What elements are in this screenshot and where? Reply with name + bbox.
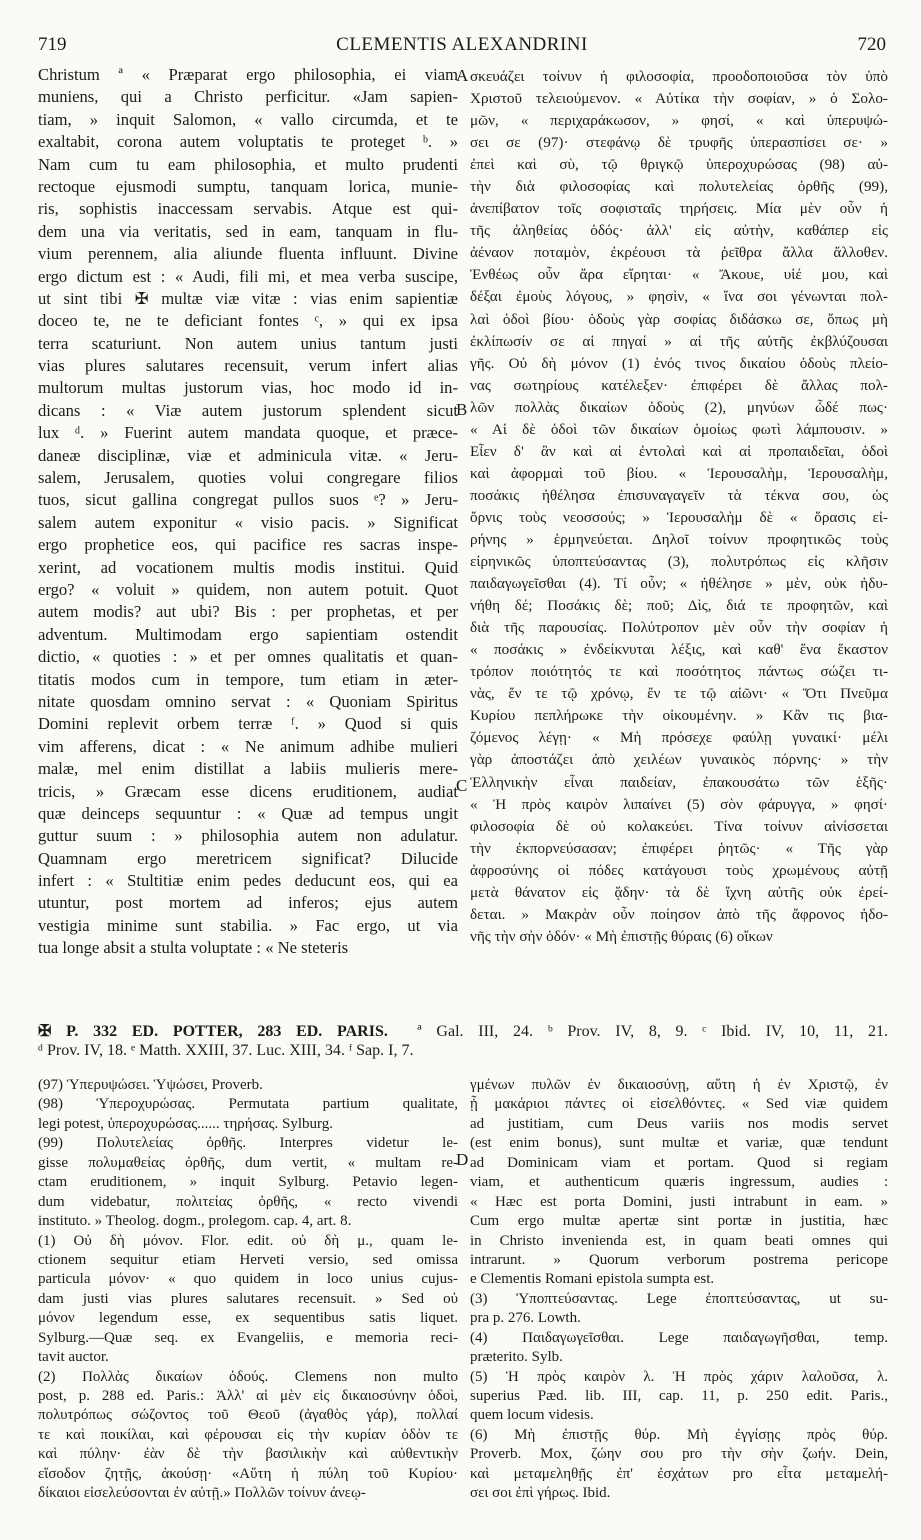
text-line: guttur suum : » philosophia autem non adulatur. — [38, 826, 458, 846]
text-line: μῶν, « περιχαράκωσον, » φησί, « καὶ ὑπερυψώ- — [470, 112, 888, 130]
text-line: νῆς τὴν σὴν ὁδόν· « Μὴ ἐπιστῇς θύραις (6) οἴκων — [470, 927, 773, 945]
text-line: γὰρ ἀποστάζει ἀπὸ χειλέων γυναικὸς πόρνης· » τὴν — [470, 751, 888, 769]
text-line: xerint, ad vocationem multis modis institui. Quid — [38, 557, 458, 577]
footnote-line: (98) Ὑπεροχυρώσας. Permutata partium qualitate, — [38, 1096, 458, 1113]
text-line: salem, Jerusalem, quoties volui congregare filios — [38, 468, 458, 488]
text-line: Christum ª « Præparat ergo philosophia, ei viam — [38, 65, 458, 84]
text-line: λῶν πολλὰς δικαίων ὁδοὺς (2), μηνύων ὧδέ πως· — [470, 398, 888, 416]
footnote-line: καὶ πύλην· ἐὰν δὲ τὴν βασιλικὴν καὶ αὐθεντικὴν — [38, 1446, 458, 1463]
text-line: νὰς, ἔν τε τῷ χρόνῳ, ἔν τε τῷ αἰῶνι· « Ὅτι Πνεῦμα — [470, 685, 888, 703]
page-header — [38, 34, 886, 56]
text-line: λαὶ ὁδοὶ βίου· ὁδοὺς γὰρ σοφίας διδάσκω σε, ὅπως μὴ — [470, 310, 888, 328]
text-line: σκευάζει τοίνυν ἡ φιλοσοφία, προοδοποιοῦσα τὸν ὑπὸ — [470, 68, 888, 85]
text-line: quæ deinceps sequuntur : « Quæ ad tempus ungit — [38, 803, 458, 823]
running-title: CLEMENTIS ALEXANDRINI — [336, 34, 588, 55]
text-line: vium perennem, alia aliunde fluenta influunt. Divine — [38, 244, 458, 264]
footnote-line: « Hæc est porta Domini, justi intrabunt in eam. » — [470, 1193, 888, 1210]
text-line: διὰ τῆς παρουσίας. Πολύτροπον μὲν οὖν τὴν σοφίαν ἡ — [470, 619, 888, 637]
scripture-references — [38, 1022, 888, 1060]
footnote-line: præterito. Sylb. — [470, 1349, 563, 1366]
text-line: tuos, sicut gallina congregat pullos suos ᵉ? » Jeru- — [38, 490, 458, 510]
footnote-line: σει σοι ἐπὶ γήρως. Ibid. — [470, 1485, 611, 1502]
text-line: ποσάκις ἠθέλησα ἐπισυναγαγεῖν τὰ τέκνα σου, ὡς — [470, 486, 888, 504]
text-line: lux ᵈ. » Fuerint autem mandata quoque, et præce- — [38, 423, 458, 443]
text-line: ris, sophistis inaccessam servabis. Atque est qui- — [38, 199, 458, 219]
footnote-line: (1) Οὐ δὴ μόνον. Flor. edit. οὐ δὴ μ., quam le- — [38, 1232, 458, 1249]
greek-column — [470, 66, 888, 948]
text-line: τὴν ἐκπορνεύσασαν; ἐπιφέρει ῥητῶς· « Τῆς γὰρ — [470, 839, 888, 857]
edition-reference: ✠ P. 332 ED. POTTER, 283 ED. PARIS. — [38, 1023, 388, 1040]
text-line: multorum multas justorum vias, hoc modo id in- — [38, 378, 458, 398]
text-line: rectoque ejusmodi sumptu, tanquam lorica, munie- — [38, 176, 458, 196]
footnote-line: πολυτρόπως σώζοντος τοῦ Θεοῦ (ἀγαθὸς γάρ), πολλαί — [38, 1407, 458, 1424]
text-line: τῆς ἀληθείας ὁδός· ἀλλ' εἰς αὐτὴν, καθάπερ εἰς — [470, 222, 888, 240]
footnote-line: ad justitiam, cum Deus variis nos modis servet — [470, 1115, 888, 1132]
footnote-line: γμένων πυλῶν ἐν δικαιοσύνῃ, αὕτη ἡ ἐν Χριστῷ, ἐν — [470, 1077, 888, 1093]
text-line: adventum. Multimodam ergo sapientiam ostendit — [38, 624, 458, 644]
footnote-line: dum videbatur, πολιτείας ὀρθῆς, « recto vivendi — [38, 1193, 458, 1210]
text-line: terra scaturiunt. Non autem unius tantum justi — [38, 333, 458, 353]
text-line: tiam, » inquit Salomon, « vallo circumda, et te — [38, 109, 458, 129]
text-line: daneæ disciplinæ, viæ et adminicula vitæ. « Jeru- — [38, 445, 458, 465]
text-line: ἀνεπίβατον τοῖς σοφισταῖς τηρήσεις. Μία μὲν οὖν ἡ — [470, 200, 888, 218]
margin-marker-a: A — [456, 66, 469, 85]
footnote-line: (6) Μὴ ἐπιστῇς θύρ. Μὴ ἐγγίσῃς πρὸς θύρ. — [470, 1426, 888, 1443]
footnote-line: pra p. 276. Lowth. — [470, 1310, 581, 1327]
text-line: τρόπον ποιότητός τε καὶ ποσότητος πάντως σώζει τι- — [470, 663, 888, 681]
text-line: παιδαγωγεῖσθαι (4). Τί οὖν; « ἠθέλησε » μὲν, οὐκ ἠδυ- — [470, 575, 888, 593]
text-line: dictio, « quoties : » et per omnes qualitatis et quan- — [38, 647, 458, 667]
text-line: ὄρνις τοὺς νεοσσούς; » Ἱερουσαλὴμ δὲ « ὅρασις εἰ- — [470, 508, 888, 526]
page-number-left: 719 — [38, 34, 67, 55]
text-line: γῆς. Οὐ δὴ μόνον (1) ἑνός τινος δικαίου ὁδοὺς πλείο- — [470, 354, 888, 372]
footnote-line: tavit auctor. — [38, 1349, 109, 1366]
text-line: ergo? « voluit » quidem, non autem potuit. Quot — [38, 579, 458, 599]
footnote-line: post, p. 288 ed. Paris.: Ἀλλ' αἱ μὲν εἰς δικαιοσύνην ὁδοὶ, — [38, 1388, 458, 1404]
margin-marker-d: D — [456, 1150, 469, 1169]
text-line: « ποσάκις » ἐνδείκνυται λέξις, καὶ καθ' ἕνα ἕκαστον — [470, 641, 888, 659]
text-line: vestigia minime sunt stabilia. » Fac ergo, ut via — [38, 915, 458, 935]
footnote-line: (99) Πολυτελείας ὀρθῆς. Interpres videtur le- — [38, 1135, 458, 1152]
footnote-line: ad Dominicam viam et portam. Quod si regiam — [470, 1154, 888, 1171]
footnote-line: in Christo invenienda est, in quam beati omnes qui — [470, 1232, 888, 1249]
text-line: ἐπεὶ καὶ σὺ, τῷ θριγκῷ ὑπεροχυρώσας (98) αὐ- — [470, 156, 888, 174]
text-line: infert : « Stultitiæ enim pedes deducunt eos, qui ea — [38, 871, 458, 891]
text-line: ergo prophetice eos, qui pacifice res sacras inspe- — [38, 535, 458, 555]
footnote-line: τε καὶ ποικίλαι, καὶ φέρουσαι εἰς τὴν κυρίαν ὁδὸν τε — [38, 1426, 458, 1443]
text-line: δέξαι ἐμοὺς λόγους, » φησὶν, « ἵνα σοι γένωνται πολ- — [470, 288, 888, 306]
text-line: Ἑλληνικὴν εἶναι παιδείαν, ἐπακουσάτω τῶν ἑξῆς· — [470, 773, 888, 791]
footnote-line: (est enim bonus), sunt multæ et variæ, quæ tendunt — [470, 1135, 888, 1152]
text-line: φιλοσοφία δὲ οὐ κολακεύει. Τίνα τοίνυν αἰνίσσεται — [470, 817, 888, 835]
text-line: exaltabit, corona autem voluptatis te proteget ᵇ. » — [38, 132, 458, 152]
latin-column — [38, 64, 458, 960]
text-line: tua longe absit a stulta voluptate : « Ne steteris — [38, 938, 349, 958]
footnote-line: δίκαιοι εἰσελεύσονται ἐν αὐτῇ.» Πολλῶν τοίνυν ἀνεῳ- — [38, 1485, 366, 1502]
text-line: Ἐνθέως οὖν ἄρα εἴρηται· « Ἄκουε, υἱέ μου, καὶ — [470, 266, 888, 284]
reference-line: ᵈ Prov. IV, 18. ᵉ Matth. XXIII, 37. Luc. XIII, 34. ᶠ Sap. I, 7. — [38, 1042, 414, 1059]
footnote-line: (97) Ὑπερυψώσει. Ὑψώσει, Proverb. — [38, 1077, 263, 1093]
text-line: ἀέναον ποταμὸν, ἐκρέουσι τὰ ῥεῖθρα ἄλλα ἄλλοθεν. — [470, 244, 888, 262]
text-line: δεται. » Μακρὰν οὖν ποίησον ἀπὸ τῆς ἄφρονος ἡδο- — [470, 905, 888, 923]
text-line: ut sint tibi ✠ multæ viæ vitæ : vias enim sapientiæ — [38, 288, 458, 308]
text-line: μετὰ θάνατον εἰς ᾅδην· τὰ δὲ ἴχνη αὐτῆς οὐκ ἐρεί- — [470, 883, 888, 901]
text-line: doceo te, ne te deficiant fontes ᶜ, » qui ex ipsa — [38, 311, 458, 331]
footnote-line: intrarunt. » Quorum verborum postrema pericope — [470, 1251, 888, 1268]
footnote-line: instituto. » Theolog. dogm., prolegom. cap. 4, art. 8. — [38, 1213, 352, 1230]
footnote-line: dam justi vias plures salutares recensuit. » Sed οὐ — [38, 1290, 458, 1307]
text-line: muniens, qui a Christo perficitur. «Jam sapien- — [38, 87, 458, 107]
text-line: ζόμενος λέγῃ· « Μὴ πρόσεχε φαύλῃ γυναικί· μέλι — [470, 729, 888, 747]
footnote-line: (2) Πολλὰς δικαίων ὁδούς. Clemens non multo — [38, 1368, 458, 1385]
footnote-line: (5) Ἡ πρὸς καιρὸν λ. Ἡ πρὸς χάριν λαλοῦσα, λ. — [470, 1368, 888, 1385]
footnote-line: particula μόνον· « quo quidem in loco unius cujus- — [38, 1271, 458, 1288]
text-line: ἀφροσύνης οἱ πόδες κατάγουσι τοὺς χρωμένους αὐτῇ — [470, 861, 888, 879]
text-line: Domini replevit orbem terræ ᶠ. » Quod si quis — [38, 714, 458, 734]
text-line: vim afferens, dicat : « Ne animum adhibe mulieri — [38, 736, 458, 756]
footnotes-right — [470, 1076, 888, 1504]
footnote-line: εἴσοδον ζητῇς, ἀκούσῃ· «Αὕτη ἡ πύλη τοῦ Κυρίου· — [38, 1465, 458, 1482]
text-line: τὴν διὰ φιλοσοφίας καὶ πολυτελείας ὀρθῆς (99), — [470, 178, 888, 196]
text-line: « Αἱ δὲ ὁδοὶ τῶν δικαίων ὁμοίως φωτὶ λάμπουσιν. » — [470, 420, 888, 438]
text-line: salem autem exponitur « visio pacis. » Significat — [38, 512, 458, 532]
text-line: ergo dictum est : « Audi, fili mi, et mea verba suscipe, — [38, 266, 458, 286]
text-line: Κυρίου πεπλήρωκε τὴν οἰκουμένην. » Κἂν τις βια- — [470, 707, 888, 725]
text-line: καὶ ἀφορμαὶ τοῦ βίου. « Ἱερουσαλὴμ, Ἱερουσαλὴμ, — [470, 464, 888, 482]
reference-text: ª Gal. III, 24. ᵇ Prov. IV, 8, 9. ᶜ Ibid. IV, 10, 11, 21. — [417, 1023, 888, 1040]
text-line: ρήνης » ἑρμηνεύεται. Δηλοῖ τοίνυν προφητικῶς τοὺς — [470, 530, 888, 548]
text-line: « Ἡ πρὸς καιρὸν λιπαίνει (5) σὸν φάρυγγα, » φησί· — [470, 795, 888, 813]
footnote-line: quem locum videsis. — [470, 1407, 594, 1424]
reference-line — [38, 1022, 888, 1041]
footnote-line: ctionem sequitur etiam Herveti versio, sed omissa — [38, 1251, 458, 1268]
text-line: σει σε (97)· στεφάνῳ δὲ τρυφῆς ὑπερασπίσει σε· » — [470, 134, 888, 152]
text-line: dem una via veritatis, sed in eam, tanquam in flu- — [38, 221, 458, 241]
text-line: Εἶεν δ' ἂν καὶ αἱ ἐντολαὶ καὶ αἱ προπαιδεῖαι, ὁδοὶ — [470, 442, 888, 460]
footnote-line: Proverb. Mox, ζώην σου pro τὴν σὴν ζωήν. Dein, — [470, 1446, 888, 1463]
text-line: Quamnam ergo meretricem significat? Dilucide — [38, 848, 458, 868]
text-line: νας σωτηρίους κατέλεξεν· ἐπιφέρει δὲ ἄλλας πολ- — [470, 376, 888, 394]
text-line: Χριστοῦ τελειούμενον. « Αὐτίκα τὴν σοφίαν, » ὁ Σολο- — [470, 90, 888, 108]
footnote-line: superius Pæd. lib. III, cap. 11, p. 250 edit. Paris., — [470, 1388, 888, 1404]
text-line: autem modis? aut ubi? Bis : per prophetas, et per — [38, 602, 458, 622]
footnote-line: μόνον legendum esse, ex sequentibus satis liquet. — [38, 1310, 458, 1327]
text-line: εἰρηνικῶς ὑποπτεύσαντας (3), πολυτρόπως εἰς κλῆσιν — [470, 553, 888, 571]
text-line: utuntur, post mortem ad inferos; ejus autem — [38, 893, 458, 913]
footnote-line: ᾗ μακάριοι πάντες οἱ εἰσελθόντες. « Sed viæ quidem — [470, 1096, 888, 1113]
footnote-line: ctam eruditionem, » inquit Sylburg. Petavio legen- — [38, 1174, 458, 1191]
footnote-line: (4) Παιδαγωγεῖσθαι. Lege παιδαγωγῆσθαι, temp. — [470, 1329, 888, 1346]
margin-marker-b: B — [456, 400, 468, 419]
text-line: nitate quosdam omnino servat : « Quoniam Spiritus — [38, 691, 458, 711]
margin-marker-c: C — [456, 776, 468, 795]
text-line: vias plures salutares recensuit, verum infert alias — [38, 356, 458, 376]
text-line: νήθη δέ; Ποσάκις δὲ; ποῦ; Δὶς, διά τε προφητῶν, καὶ — [470, 597, 888, 615]
footnote-line: καὶ μεταμεληθῇς ἐπ' ἐσχάτων pro εἶτα μεταμελή- — [470, 1465, 888, 1482]
text-line: tricis, » Græcam esse dicens eruditionem, audiat — [38, 781, 458, 801]
text-line: Nam cum tu eam philosophia, et multo prudenti — [38, 154, 458, 174]
footnote-line: Sylburg.—Quæ seq. ex Evangeliis, e memoria reci- — [38, 1329, 458, 1346]
text-line: titatis modos cum in tempore, tum etiam in æter- — [38, 669, 458, 689]
footnotes-left — [38, 1076, 458, 1504]
footnote-line: gisse πολυμαθείας ὀρθῆς, dum vertit, « multam re- — [38, 1154, 458, 1171]
text-line: malæ, mel enim distillat a labiis mulieris mere- — [38, 759, 458, 779]
page-number-right: 720 — [857, 34, 886, 55]
text-line: dicans : « Viæ autem justorum splendent sicut — [38, 400, 458, 420]
footnote-line: Cum ergo multæ apertæ sint portæ in justitia, hæc — [470, 1213, 888, 1230]
footnote-line: viam, et authenticum quæris ingressum, audies : — [470, 1174, 888, 1191]
footnote-line: (3) Ὑποπτεύσαντας. Lege ἐποπτεύσαντας, ut su- — [470, 1290, 888, 1307]
footnote-line: legi potest, ὑπεροχυρώσας...... τηρήσας. Sylburg. — [38, 1115, 334, 1132]
text-line: ἐκλίπωσίν σε αἱ πηγαί » αἱ τῆς αὐτῆς ἐκβλύζουσαι — [470, 332, 888, 350]
footnote-line: e Clementis Romani epistola sumpta est. — [470, 1271, 715, 1288]
